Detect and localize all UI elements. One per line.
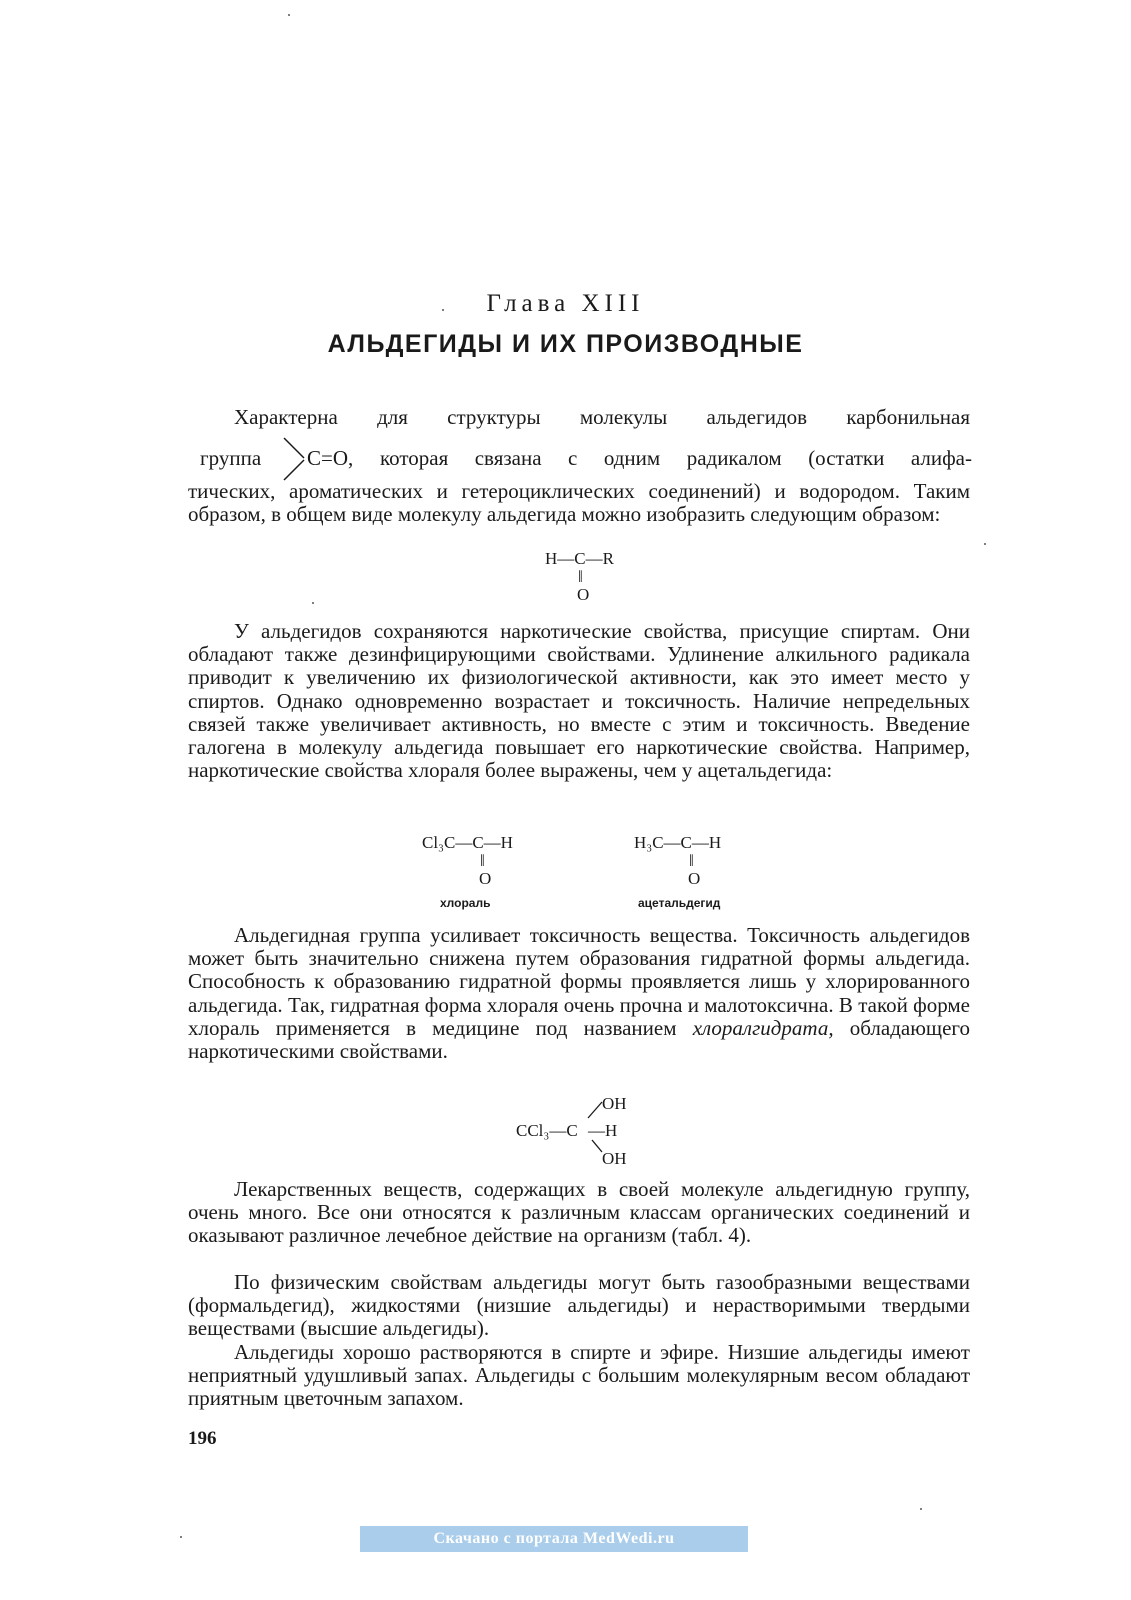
carbonyl-bonds-icon: [280, 436, 310, 482]
scan-speck: [288, 14, 290, 16]
paragraph-5: По физическим свойствам альдегиды могут быть газообразными веществами (формальдегид), жидкостями (низшие альдегиды) и нерастворимыми твердыми веществами (высшие альдегиды).: [188, 1270, 970, 1341]
formula-chloral-bond: ‖: [480, 851, 485, 870]
formula-general-top: H—C—R: [545, 549, 614, 568]
formula-chloral-bottom: O: [479, 869, 492, 888]
formula-acetaldehyde-bottom: O: [688, 869, 701, 888]
chapter-label: Глава XIII: [486, 290, 645, 317]
formula-acetaldehyde-top: H₃C—C—H: [634, 833, 722, 852]
download-banner-text: Скачано с портала MedWedi.ru: [433, 1530, 675, 1547]
hydrate-oh-top: OH: [602, 1094, 627, 1113]
formula-acetaldehyde: [634, 834, 754, 912]
paragraph-3-italic: хлоралгидрата,: [692, 1015, 834, 1040]
hydrate-oh-bottom: OH: [602, 1149, 627, 1168]
page-number: 196: [188, 1428, 217, 1449]
carbonyl-group: C=O,: [307, 446, 354, 470]
chapter-title: АЛЬДЕГИДЫ И ИХ ПРОИЗВОДНЫЕ: [327, 330, 804, 358]
formula-general-bond: ‖: [578, 567, 583, 586]
paragraph-3-text: Альдегидная группа усиливает токсичность вещества. Токсичность альдегидов может быть значительно снижена путем образования гидратной формы альдегида. Способность к образованию гидратной формы проявляется лишь у хлорированного альдегида. Так, гидратная форма хлораля очень прочна и малотоксична. В такой форме хлораль применяется в медицине под названием: [188, 923, 970, 1040]
formula-general-bottom: O: [577, 585, 590, 604]
scan-speck: [920, 1508, 922, 1510]
scan-speck: [312, 602, 314, 604]
formula-chloral-top: Cl₃C—C—H: [422, 833, 513, 852]
caption-chloral: хлораль: [440, 896, 491, 910]
paragraph-3: [188, 924, 970, 1063]
scan-speck: [984, 543, 986, 545]
formula-general: [545, 550, 625, 604]
caption-acetaldehyde: ацетальдегид: [638, 896, 721, 910]
paragraph-4: Лекарственных веществ, содержащих в своей молекуле альдегидную группу, очень много. Все они относятся к различным классам органических соединений и оказывают различное лечебное действие на организм (табл. 4).: [188, 1177, 970, 1248]
paragraph-3-after: обладающего наркотическими свойствами.: [188, 1015, 971, 1064]
paragraph-6: Альдегиды хорошо растворяются в спирте и эфире. Низшие альдегиды имеют неприятный удушливый запах. Альдегиды с большим молекулярным весом обладают приятным цветочным запахом.: [188, 1340, 970, 1411]
formula-chloral-hydrate: [510, 1088, 650, 1168]
paragraph-1-line-2: [200, 436, 972, 482]
paragraph-1-line-1: Характерна для структуры молекулы альдегидов карбонильная: [234, 405, 970, 429]
line-2-rest: которая связана с одним радикалом (остатки алифа-: [380, 446, 972, 470]
scan-speck: [180, 1536, 182, 1538]
group-word: группа: [200, 446, 262, 470]
formula-acetaldehyde-bond: ‖: [689, 851, 694, 870]
hydrate-left: CCl₃—C: [516, 1121, 578, 1140]
paragraph-2: У альдегидов сохраняются наркотические свойства, присущие спиртам. Они обладают также дезинфицирующими свойствами. Удлинение алкильного радикала приводит к увеличению их физиологической активности, как это имеет место у спиртов. Однако одновременно возрастает и токсичность. Наличие непредельных связей также увеличивает активность, но вместе с этим и токсичность. Введение галогена в молекулу альдегида повышает его наркотические свойства. Например, наркотические свойства хлораля более выражены, чем у ацетальдегида:: [188, 619, 970, 783]
formula-chloral: [422, 834, 542, 912]
download-banner[interactable]: [360, 1526, 748, 1552]
hydrate-h: —H: [588, 1121, 618, 1140]
paragraph-1-rest: тических, ароматических и гетероциклических соединений) и водородом. Таким образом, в общем виде молекулу альдегида можно изобразить следующим образом:: [188, 479, 970, 527]
